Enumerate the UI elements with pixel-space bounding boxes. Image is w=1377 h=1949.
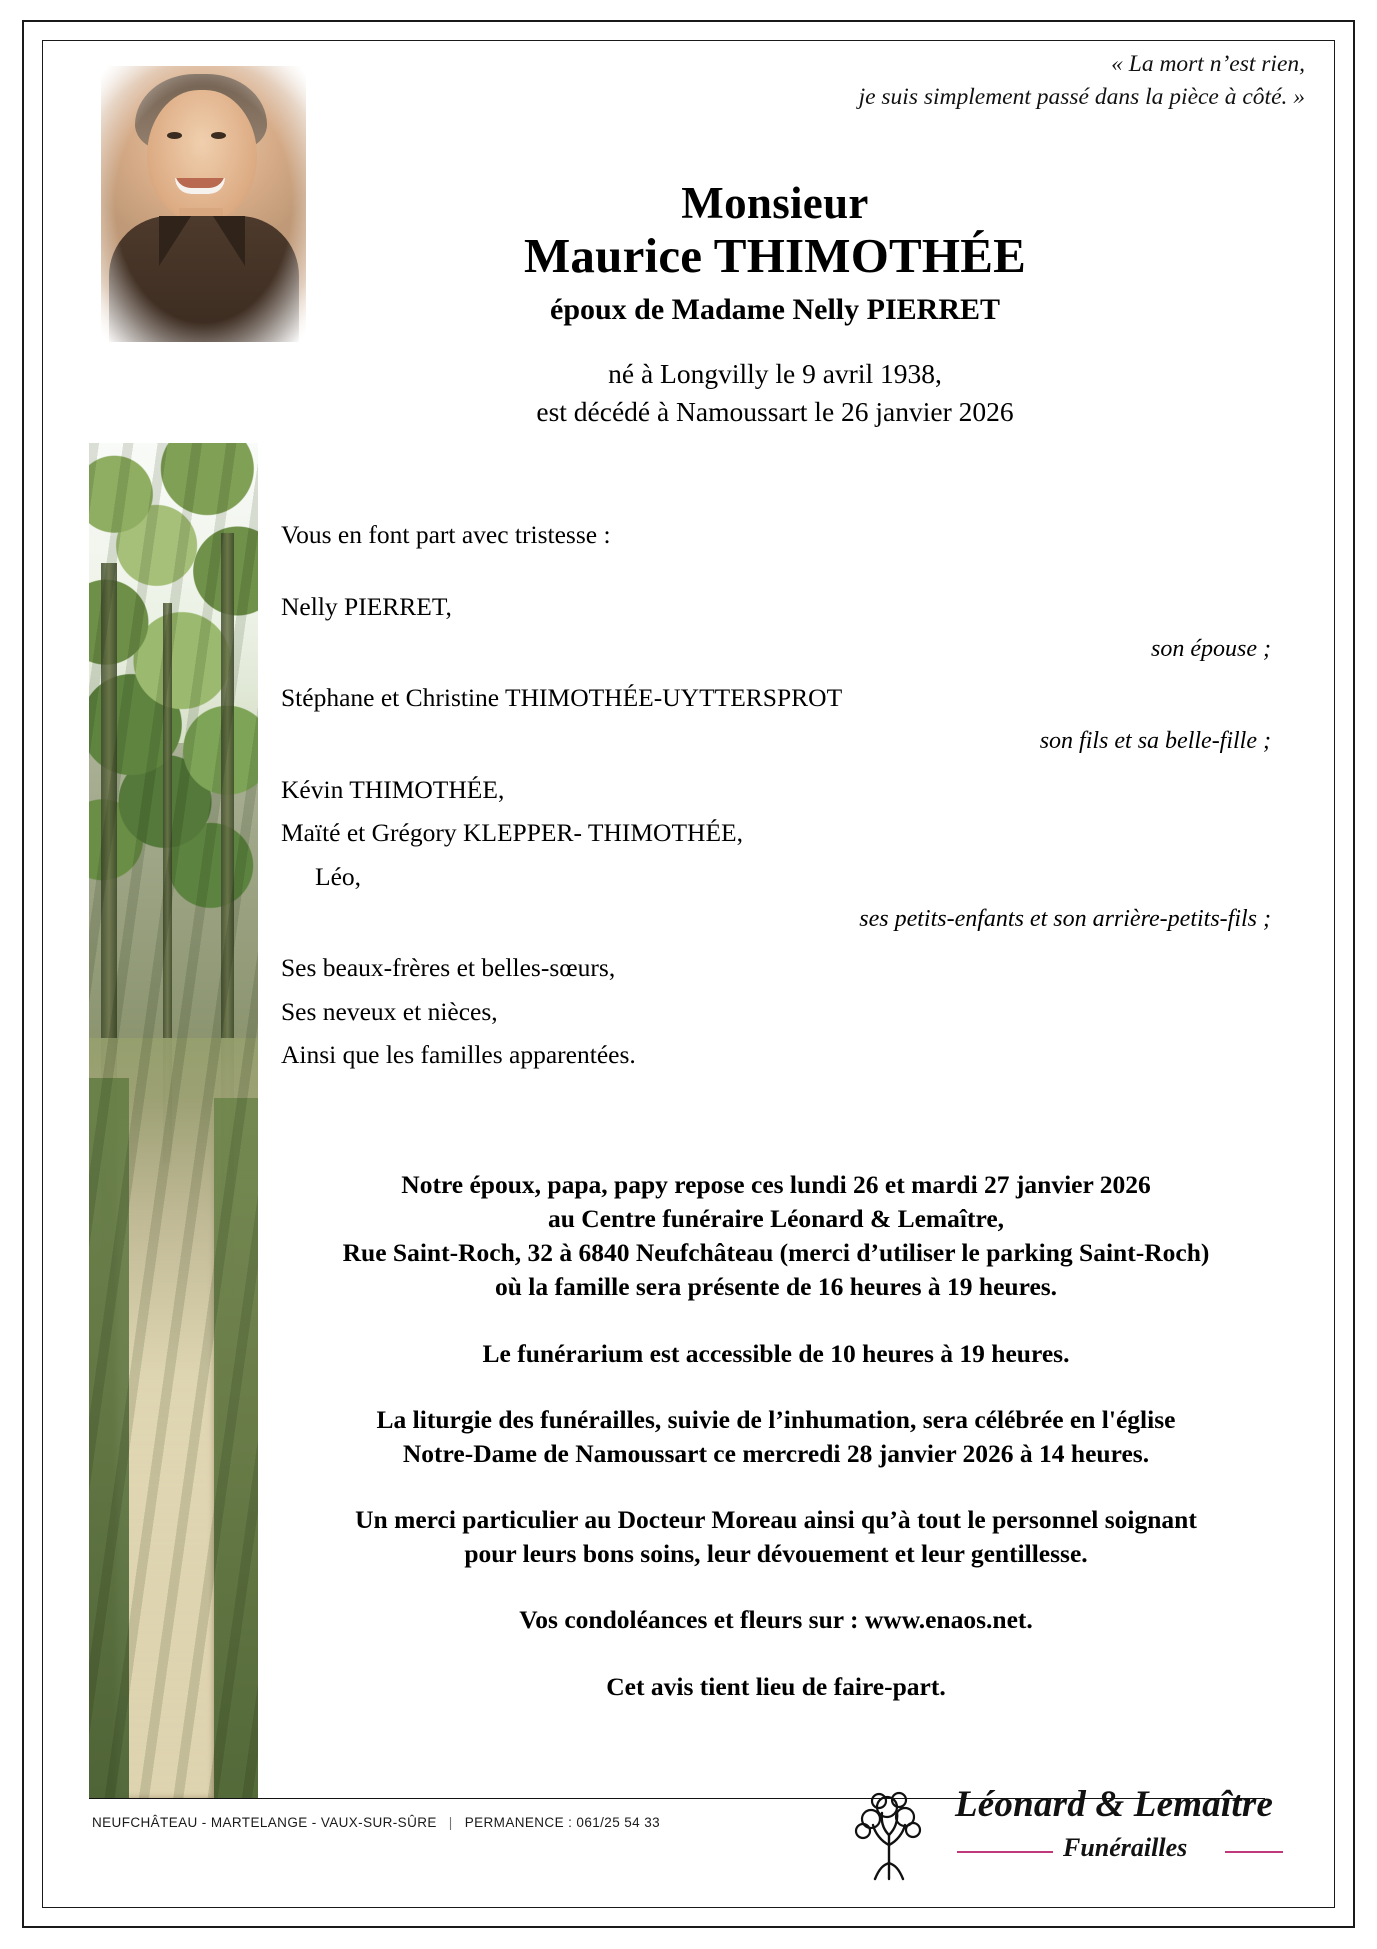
logo-brand-subtitle: Funérailles [1063, 1833, 1188, 1862]
forest-shadows [89, 443, 258, 1798]
logo-rule-left [957, 1851, 1053, 1853]
deceased-name: Maurice THIMOTHÉE [523, 228, 1026, 284]
repose-line-1: au Centre funéraire Léonard & Lemaître, [547, 1204, 1005, 1234]
quote-line-2: je suis simplement passé dans la pièce à côté. » [858, 84, 1305, 111]
mourner-role-1: son fils et sa belle-fille ; [1039, 727, 1271, 754]
footer-permanence: PERMANENCE : 061/25 54 33 [464, 1815, 661, 1830]
other-mourners-1: Ses neveux et nièces, [281, 996, 498, 1026]
epitaph-quote [605, 48, 1305, 115]
thanks-line-1: pour leurs bons soins, leur dévouement et leur gentillesse. [464, 1539, 1088, 1569]
company-logo [825, 1775, 1285, 1895]
announcement-block [281, 522, 1271, 1086]
repose-line-3: où la famille sera présente de 16 heures à 19 heures. [494, 1272, 1058, 1302]
grandchild-0: Kévin THIMOTHÉE, [281, 774, 505, 804]
thanks-line-0: Un merci particulier au Docteur Moreau ainsi qu’à tout le personnel soignant [355, 1505, 1197, 1535]
mourner-name-1: Stéphane et Christine THIMOTHÉE-UYTTERSPROT [281, 683, 843, 712]
birth-line: né à Longvilly le 9 avril 1938, [608, 358, 942, 390]
repose-paragraph [281, 1168, 1271, 1305]
tree-icon [835, 1783, 943, 1883]
other-mourners-2: Ainsi que les familles apparentées. [281, 1040, 636, 1069]
funerarium-paragraph: Le funérarium est accessible de 10 heures à 19 heures. [482, 1338, 1070, 1368]
liturgy-line-0: La liturgie des funérailles, suivie de l’inhumation, sera célébrée en l'église [376, 1404, 1176, 1434]
condolences-paragraph[interactable]: Vos condoléances et fleurs sur : www.enaos.net. [519, 1605, 1033, 1635]
grandchild-1: Maïté et Grégory KLEPPER- THIMOTHÉE, [281, 818, 743, 847]
portrait-vignette [101, 66, 306, 342]
repose-line-0: Notre époux, papa, papy repose ces lundi 26 et mardi 27 janvier 2026 [401, 1170, 1151, 1199]
logo-rule-right [1225, 1851, 1283, 1853]
mourner-name-0: Nelly PIERRET, [281, 591, 452, 621]
death-line: est décédé à Namoussart le 26 janvier 2026 [536, 396, 1014, 428]
liturgy-paragraph [281, 1403, 1271, 1471]
announcement-intro: Vous en font part avec tristesse : [281, 520, 611, 549]
liturgy-line-1: Notre-Dame de Namoussart ce mercredi 28 janvier 2026 à 14 heures. [402, 1438, 1150, 1468]
logo-brand-name: Léonard & Lemaître [955, 1784, 1274, 1825]
forest-path-photo [89, 443, 258, 1798]
grandchildren-role: ses petits-enfants et son arrière-petits-fils ; [859, 906, 1271, 932]
footer-separator: | [448, 1815, 453, 1830]
portrait-photo [101, 66, 306, 342]
thanks-paragraph [281, 1503, 1271, 1571]
footer-towns: NEUFCHÂTEAU - MARTELANGE - VAUX-SUR-SÛRE [92, 1815, 437, 1830]
ceremony-block [281, 1168, 1271, 1704]
deceased-header [330, 178, 1220, 431]
repose-line-2: Rue Saint-Roch, 32 à 6840 Neufchâteau (merci d’utiliser le parking Saint-Roch) [342, 1238, 1210, 1268]
footer-contact [92, 1815, 712, 1830]
quote-line-1: « La mort n’est rien, [1111, 51, 1305, 77]
grandchild-2: Léo, [315, 861, 362, 891]
notice-paragraph: Cet avis tient lieu de faire-part. [606, 1671, 946, 1701]
other-mourners-0: Ses beaux-frères et belles-sœurs, [281, 953, 616, 982]
mourner-role-0: son épouse ; [1151, 636, 1271, 662]
spouse-line: époux de Madame Nelly PIERRET [550, 293, 1000, 327]
honorific: Monsieur [681, 178, 869, 228]
